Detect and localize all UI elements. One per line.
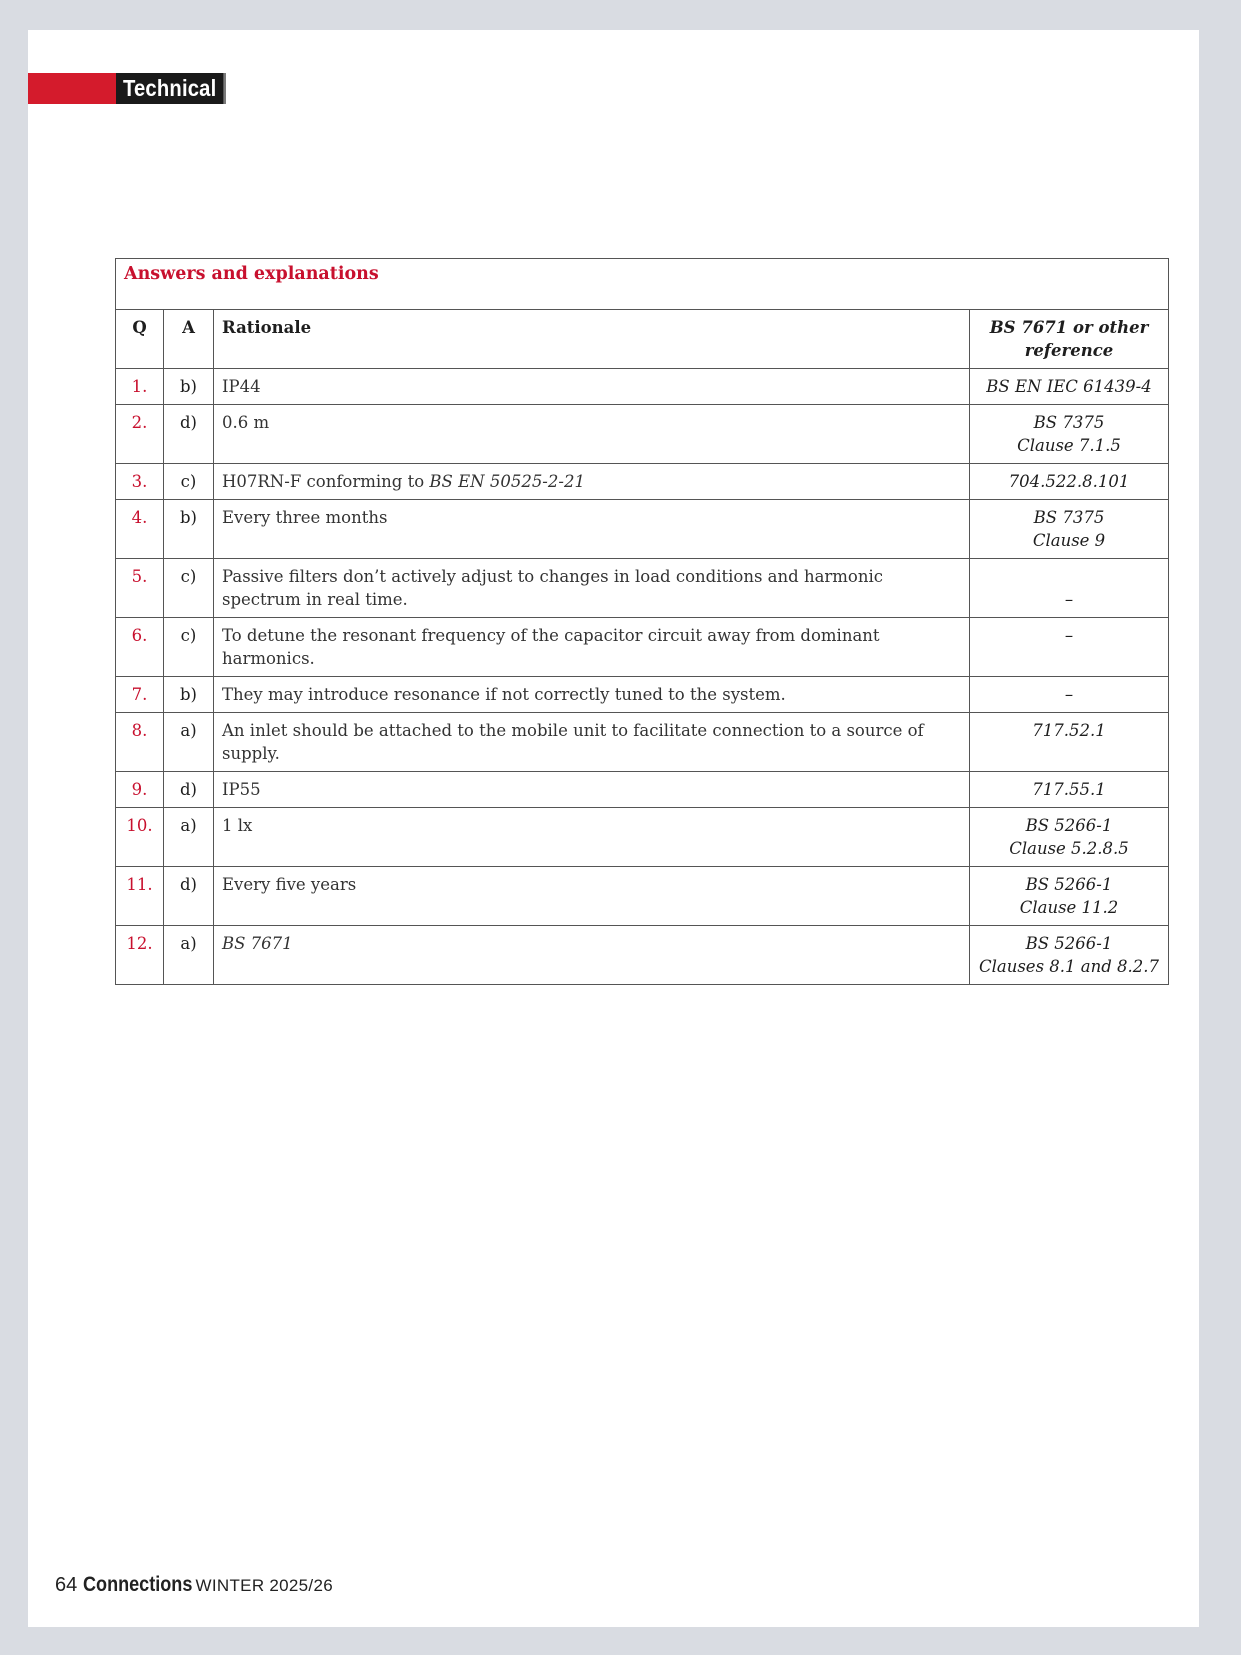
table-row xyxy=(116,713,1169,772)
table-header-row xyxy=(116,310,1169,369)
answer-letter: c) xyxy=(164,559,214,618)
table-row xyxy=(116,559,1169,618)
reference-cell xyxy=(970,464,1169,500)
section-label: Technical xyxy=(116,73,226,104)
reference-line1: BS 5266-1 xyxy=(1025,875,1113,894)
reference-line1: BS 5266-1 xyxy=(1025,816,1113,835)
rationale-standard: BS 7671 xyxy=(222,934,293,953)
rationale-cell xyxy=(214,926,970,985)
reference-cell xyxy=(970,677,1169,713)
rationale-text: An inlet should be attached to the mobile unit to facilitate connection to a source of supply. xyxy=(222,721,924,763)
issue-label: WINTER 2025/26 xyxy=(195,1576,333,1595)
rationale-text: IP44 xyxy=(222,377,261,396)
reference-line1: 704.522.8.101 xyxy=(1008,472,1130,491)
reference-line2: Clause 9 xyxy=(1032,531,1106,550)
reference-cell xyxy=(970,500,1169,559)
table-row xyxy=(116,772,1169,808)
answer-letter: a) xyxy=(164,808,214,867)
question-number: 11. xyxy=(116,867,164,926)
answers-table xyxy=(115,258,1169,985)
answer-letter: b) xyxy=(164,677,214,713)
table-row xyxy=(116,369,1169,405)
rationale-cell xyxy=(214,808,970,867)
rationale-cell xyxy=(214,464,970,500)
reference-line1: – xyxy=(1064,590,1074,609)
answer-letter: a) xyxy=(164,713,214,772)
question-number: 3. xyxy=(116,464,164,500)
question-number: 1. xyxy=(116,369,164,405)
magazine-page xyxy=(28,30,1199,1627)
reference-cell xyxy=(970,618,1169,677)
reference-line1: 717.52.1 xyxy=(1032,721,1106,740)
reference-line2: Clause 5.2.8.5 xyxy=(1009,839,1129,858)
answer-letter: c) xyxy=(164,618,214,677)
reference-line1: BS EN IEC 61439-4 xyxy=(986,377,1152,396)
question-number: 5. xyxy=(116,559,164,618)
rationale-standard: BS EN 50525-2-21 xyxy=(429,472,585,491)
answer-letter: d) xyxy=(164,405,214,464)
header-a: A xyxy=(164,310,214,369)
header-rationale: Rationale xyxy=(214,310,970,369)
reference-line1: – xyxy=(1064,685,1074,704)
answer-letter: c) xyxy=(164,464,214,500)
table-title-row xyxy=(116,259,1169,310)
rationale-text: They may introduce resonance if not correctly tuned to the system. xyxy=(222,685,786,704)
answer-letter: d) xyxy=(164,772,214,808)
table-row xyxy=(116,464,1169,500)
table-row xyxy=(116,618,1169,677)
rationale-text: To detune the resonant frequency of the capacitor circuit away from dominant harmonics. xyxy=(222,626,880,668)
rationale-cell xyxy=(214,500,970,559)
answer-letter: b) xyxy=(164,369,214,405)
reference-cell xyxy=(970,808,1169,867)
question-number: 12. xyxy=(116,926,164,985)
question-number: 7. xyxy=(116,677,164,713)
rationale-text: IP55 xyxy=(222,780,261,799)
header-q: Q xyxy=(116,310,164,369)
question-number: 8. xyxy=(116,713,164,772)
rationale-cell xyxy=(214,867,970,926)
answer-letter: b) xyxy=(164,500,214,559)
reference-cell xyxy=(970,405,1169,464)
rationale-cell xyxy=(214,618,970,677)
reference-line1: – xyxy=(1064,626,1074,645)
table-row xyxy=(116,405,1169,464)
answer-letter: a) xyxy=(164,926,214,985)
table-row xyxy=(116,867,1169,926)
reference-cell xyxy=(970,369,1169,405)
table-row xyxy=(116,500,1169,559)
page-footer xyxy=(55,1573,333,1597)
table-row xyxy=(116,926,1169,985)
header-reference-line2: reference xyxy=(1024,341,1114,360)
rationale-cell xyxy=(214,677,970,713)
table-title: Answers and explanations xyxy=(116,259,1169,310)
reference-line2: Clause 7.1.5 xyxy=(1017,436,1121,455)
page-number: 64 xyxy=(55,1574,78,1596)
reference-line2: Clauses 8.1 and 8.2.7 xyxy=(978,957,1160,976)
rationale-cell xyxy=(214,713,970,772)
section-tab xyxy=(28,73,240,104)
reference-cell xyxy=(970,926,1169,985)
reference-line1: BS 7375 xyxy=(1033,508,1105,527)
rationale-text: Every five years xyxy=(222,875,357,894)
reference-cell xyxy=(970,713,1169,772)
reference-cell xyxy=(970,559,1169,618)
rationale-text: Every three months xyxy=(222,508,388,527)
reference-line1: BS 7375 xyxy=(1033,413,1105,432)
reference-line1: BS 5266-1 xyxy=(1025,934,1113,953)
table-row xyxy=(116,677,1169,713)
table-row xyxy=(116,808,1169,867)
rationale-cell xyxy=(214,559,970,618)
reference-line1: 717.55.1 xyxy=(1032,780,1106,799)
answer-letter: d) xyxy=(164,867,214,926)
question-number: 6. xyxy=(116,618,164,677)
rationale-cell xyxy=(214,369,970,405)
question-number: 10. xyxy=(116,808,164,867)
rationale-text: H07RN-F conforming to xyxy=(222,472,430,491)
header-reference xyxy=(970,310,1169,369)
reference-cell xyxy=(970,867,1169,926)
section-tab-accent xyxy=(28,73,123,104)
rationale-text: Passive filters don’t actively adjust to changes in load conditions and harmonic spectrum in real time. xyxy=(222,567,884,609)
question-number: 2. xyxy=(116,405,164,464)
question-number: 4. xyxy=(116,500,164,559)
header-reference-line1: BS 7671 or other xyxy=(989,318,1149,337)
reference-line2: Clause 11.2 xyxy=(1019,898,1119,917)
reference-cell xyxy=(970,772,1169,808)
rationale-text: 1 lx xyxy=(222,816,253,835)
publication-name: Connections xyxy=(82,1573,193,1596)
rationale-cell xyxy=(214,405,970,464)
rationale-text: 0.6 m xyxy=(222,413,270,432)
question-number: 9. xyxy=(116,772,164,808)
rationale-cell xyxy=(214,772,970,808)
